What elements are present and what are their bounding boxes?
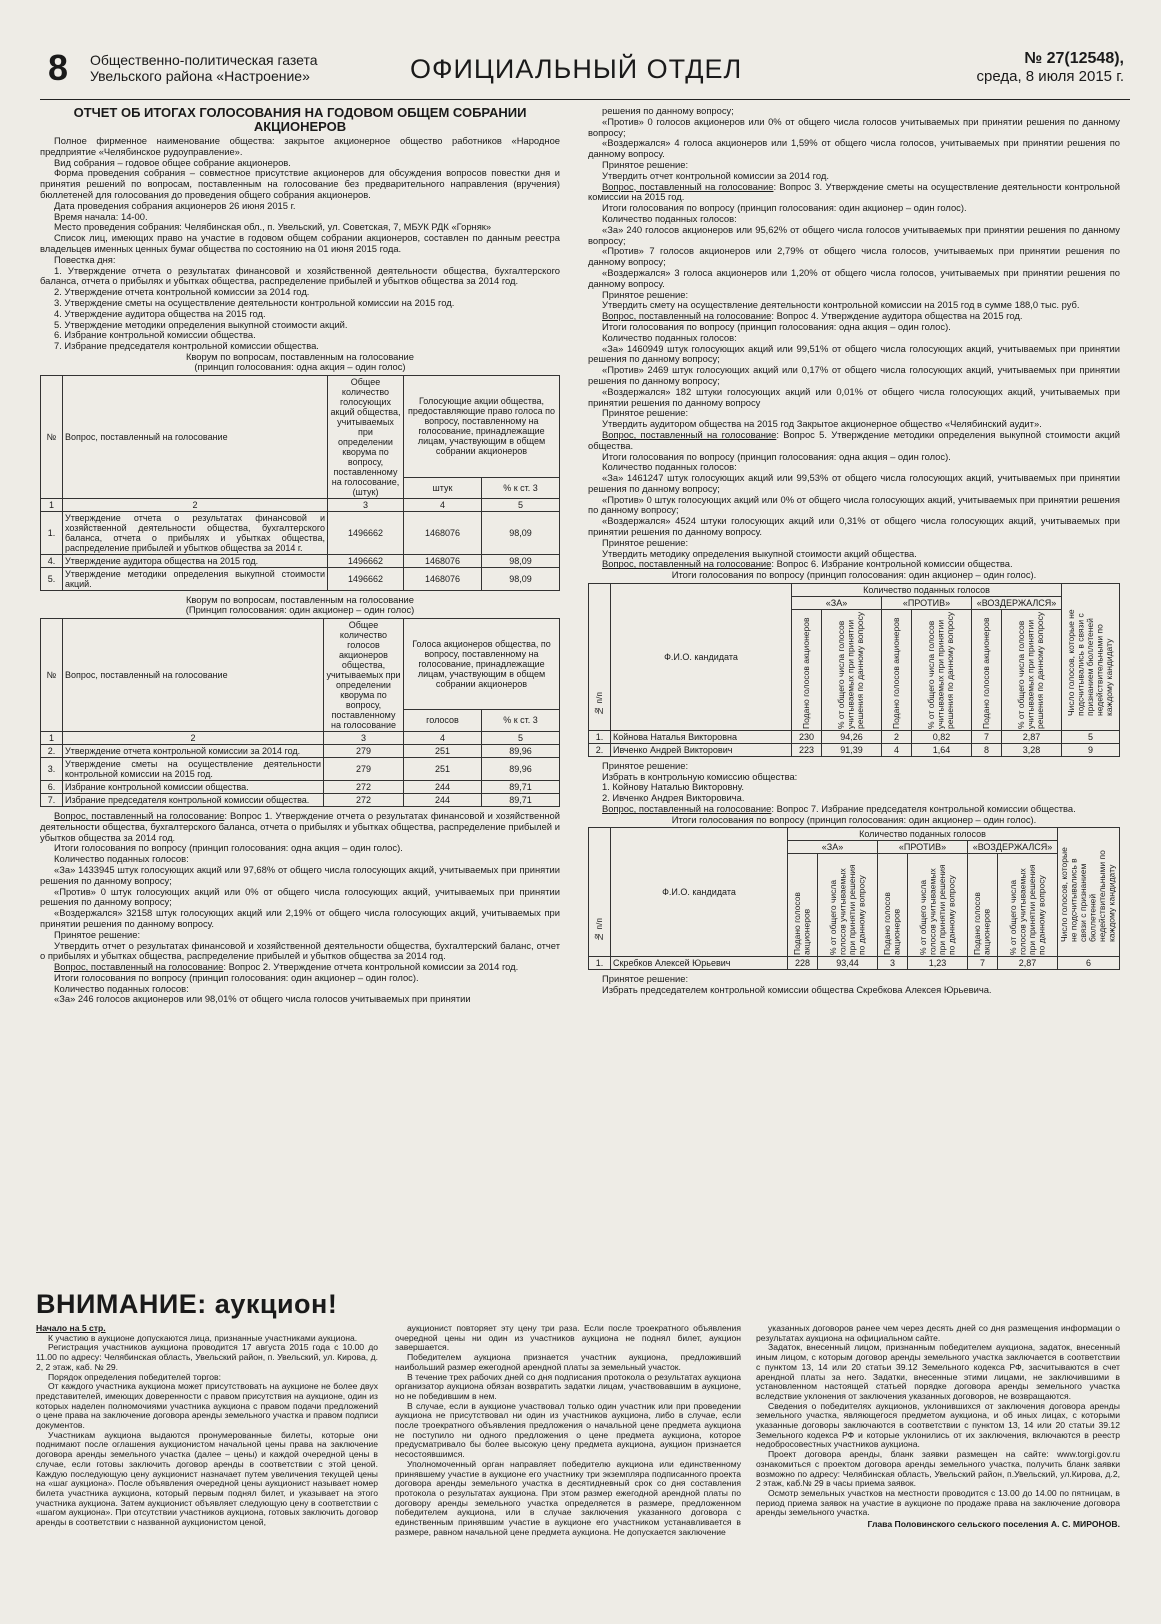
col-header-pct — [822, 609, 882, 730]
row-percent: 98,09 — [482, 554, 560, 567]
row-percent: 89,96 — [482, 744, 560, 757]
auction-column-3 — [756, 1324, 1120, 1614]
result-line: Количество поданных голосов: — [54, 982, 189, 994]
row-count: 1468076 — [404, 567, 482, 590]
col-header-votes-text: Подано голосов акционеров — [890, 617, 901, 729]
col-header-total: Общее количество голосов акционеров общества, учитываемых при определении кворума по вопросу, поставленному на голосование — [324, 618, 404, 731]
question-label: Вопрос, поставленный на голосование — [602, 180, 774, 192]
auction-signature: Глава Половинского сельского поселения А. С. МИРОНОВ. — [867, 1519, 1120, 1530]
quorum-table-votes — [40, 618, 560, 807]
row-percent: 98,09 — [482, 511, 560, 554]
question-label: Вопрос, поставленный на голосование — [602, 558, 772, 570]
auction-paragraph: Осмотр земельных участков на местности проводится с 13.00 до 14.00 по пятницам, в период приема заявок на участие в аукционе по продаже права на заключение договора аренды земельного участка. — [756, 1487, 1120, 1518]
result-line: Утвердить методику определения выкупной стоимости акций общества. — [602, 547, 917, 559]
col-header-question: Вопрос, поставленный на голосование — [63, 618, 324, 731]
col-header-excluded-text: Число голосов, которые не подсчитывались в связи с признанием бюллетеней недействительными по каждому кандидату — [1059, 847, 1117, 943]
pct-abstain: 3,28 — [1002, 743, 1062, 756]
col-header-no: № — [41, 618, 63, 731]
col-header-candidate: Ф.И.О. кандидата — [611, 583, 792, 730]
question-1-block — [40, 811, 560, 962]
col-header-percent: % к ст. 3 — [482, 709, 560, 731]
decision-line: Избрать в контрольную комиссию общества: — [602, 770, 798, 782]
agenda-item: 7. Избрание председателя контрольной комиссии общества. — [54, 340, 319, 352]
question-label: Вопрос, поставленный на голосование — [54, 809, 225, 821]
row-number: 1. — [41, 511, 63, 554]
issue-number: № 27(12548), — [1024, 50, 1124, 67]
col-header-no — [589, 828, 611, 957]
table-row — [41, 780, 560, 793]
row-total: 272 — [324, 793, 404, 806]
col-header-votes-count: Количество поданных голосов — [788, 828, 1058, 841]
decision-line: Принятое решение: — [602, 973, 689, 985]
votes-abstain: 7 — [972, 730, 1002, 743]
votes-for: 223 — [792, 743, 822, 756]
result-line: «Против» 7 голосов акционеров или 2,79% от общего числа голосов, учитываемых при принятии решения по данному вопросу; — [588, 245, 1120, 268]
row-number: 3. — [41, 757, 63, 780]
row-question: Утверждение отчета о результатах финансовой и хозяйственной деятельности общества, бухгалтерского баланса, отчета о прибылях и убытках общества, распределение прибылей и убытков общества за 2014 г. — [63, 511, 328, 554]
auction-col2-text — [395, 1324, 741, 1537]
row-percent: 89,71 — [482, 780, 560, 793]
col-header-excluded-text: Число голосов, которые не подсчитывались в связи с признанием бюллетеней недействительными по каждому кандидату — [1065, 609, 1114, 716]
col-header-votes — [878, 854, 908, 957]
question-label: Вопрос, поставленный на голосование — [602, 802, 772, 814]
col-header-no: № — [41, 375, 63, 498]
row-number: 2. — [41, 744, 63, 757]
quorum-table-shares-body — [41, 511, 560, 590]
table-row — [589, 743, 1120, 756]
table-row — [41, 744, 560, 757]
col-header-votes-text: Подано голосов акционеров — [972, 892, 992, 956]
intro-paragraph: Вид собрания – годовое общее собрание акционеров. — [54, 156, 291, 168]
col-header-count: голосов — [404, 709, 482, 731]
result-line: Утвердить аудитором общества на 2015 год Закрытое акционерное общество «Челябинский аудит». — [602, 418, 1042, 430]
report-title: ОТЧЕТ ОБ ИТОГАХ ГОЛОСОВАНИЯ НА ГОДОВОМ ОБЩЕМ СОБРАНИИ АКЦИОНЕРОВ — [73, 106, 527, 134]
votes-against: 2 — [882, 730, 912, 743]
auction-column-2 — [395, 1324, 741, 1614]
row-count: 1468076 — [404, 554, 482, 567]
votes-excluded: 5 — [1062, 730, 1120, 743]
header-row — [589, 828, 1120, 841]
pct-for: 93,44 — [818, 957, 878, 970]
column-number: 5 — [482, 731, 560, 744]
question-7-results-caption: Итоги голосования по вопросу (принцип голосования: один акционер – один голос). — [671, 813, 1037, 825]
candidate-name: Скребков Алексей Юрьевич — [611, 957, 788, 970]
result-line: Количество поданных голосов: — [602, 212, 737, 224]
table2-subcaption: (Принцип голосования: один акционер – один голос) — [185, 604, 415, 616]
newspaper-name: Общественно-политическая газета Увельского района «Настроение» — [90, 52, 318, 84]
pct-for: 94,26 — [822, 730, 882, 743]
result-line: Количество поданных голосов: — [54, 853, 189, 865]
table-row — [41, 793, 560, 806]
intro-paragraph: Время начала: 14-00. — [54, 210, 148, 222]
row-count: 244 — [404, 793, 482, 806]
auction-col3-text — [756, 1324, 1120, 1518]
column-numbers-row — [41, 731, 560, 744]
auction-paragraph: Участникам аукциона выдаются пронумерованные билеты, которые они поднимают после оглашения аукционистом начальной цены права на заключение договора аренды земельного участка (далее – цены) и каждой очередной цены в случае, если готовы заключить договор аренды в соответствии с этой ценой. Каждую последующую цену аукционист назначает путем увеличения текущей цены на «шаг аукциона». После объявления очередной цены аукционист называет номер билета участника аукциона, который первым поднял билет, и указывает на этого участника аукциона. Затем аукционист объявляет следующую цену в соответствии с «шагом аукциона». При отсутствии участников аукциона, готовых заключить договор аренды в соответствии с названной аукционистом ценой, — [36, 1429, 378, 1528]
col-header-pct-text: % от общего числа голосов учитываемых при принятии решения по данному вопросу — [836, 611, 866, 729]
pct-against: 0,82 — [912, 730, 972, 743]
votes-against: 3 — [878, 957, 908, 970]
row-percent: 98,09 — [482, 567, 560, 590]
result-line: Утвердить отчет контрольной комиссии за 2014 год. — [602, 169, 829, 181]
intro-paragraph: Место проведения собрания: Челябинская обл., п. Увельский, ул. Советская, 7, МБУК РДК «Горняк» — [54, 221, 492, 233]
votes-for: 230 — [792, 730, 822, 743]
col-header-votes-text: Подано голосов акционеров — [882, 892, 902, 956]
result-line: «Воздержался» 3 голоса акционеров или 1,20% от общего числа голосов, учитываемых при принятии решения по данному вопросу. — [588, 266, 1120, 289]
table-row — [41, 567, 560, 590]
auction-column-1 — [36, 1324, 378, 1614]
col-header-for: «ЗА» — [792, 596, 882, 609]
auction-col1-text — [36, 1334, 378, 1528]
row-number: 1. — [589, 957, 611, 970]
col-header-pct-text: % от общего числа голосов учитываемых при принятии решения по данному вопросу — [1007, 864, 1046, 956]
result-line: «Против» 0 штук голосующих акций или 0% от общего числа голосующих акций, учитываемых при принятии решения по данному вопросу; — [588, 493, 1120, 516]
decision-line: 1. Койнову Наталью Викторовну. — [602, 781, 745, 793]
auction-paragraph: Порядок определения победителей торгов: — [48, 1371, 221, 1382]
row-total: 279 — [324, 757, 404, 780]
col-header-percent: % к ст. 3 — [482, 477, 560, 498]
result-line: «Против» 0 штук голосующих акций или 0% от общего числа голосующих акций, учитываемых при принятии решения по данному вопросу; — [40, 885, 560, 908]
row-percent: 89,96 — [482, 757, 560, 780]
result-line: Количество поданных голосов: — [602, 331, 737, 343]
col-header-votes — [882, 609, 912, 730]
intro-paragraph: Список лиц, имеющих право на участие в годовом общем собрании акционеров, составлен по данным реестра владельцев именных ценных бумаг общества по состоянию на 01 июня 2015 года. — [40, 232, 560, 254]
row-number: 4. — [41, 554, 63, 567]
question-7-decision — [588, 974, 1120, 996]
col-header-pct — [912, 609, 972, 730]
question-text: : Вопрос 3. Утверждение сметы на осуществление деятельности контрольной комиссии на 2015 год. — [588, 180, 1120, 203]
col-header-pct — [818, 854, 878, 957]
result-line: Утвердить отчет о результатах финансовой и хозяйственной деятельности общества, бухгалтерский баланс, отчет о прибылях и убытках общества, распределение прибылей и убытков общества за 2014 год. — [40, 939, 560, 962]
votes-against: 4 — [882, 743, 912, 756]
row-total: 1496662 — [328, 567, 404, 590]
row-question: Утверждение аудитора общества на 2015 год. — [63, 554, 328, 567]
intro-paragraph: Полное фирменное наименование общества: закрытое акционерное общество работников «Народное предприятие «Челябинское рудоуправление». — [40, 135, 560, 157]
issue-date: среда, 8 июля 2015 г. — [976, 68, 1124, 85]
question-label: Вопрос, поставленный на голосование — [602, 310, 772, 322]
col-header-count: штук — [404, 477, 482, 498]
col-header-participating: Голоса акционеров общества, по вопросу, поставленному на голосование, принадлежащие лицам, участвующим в общем собрании акционеров — [404, 618, 560, 709]
col-header-votes-count: Количество поданных голосов — [792, 583, 1062, 596]
table-row — [41, 757, 560, 780]
result-line: Количество поданных голосов: — [602, 461, 737, 473]
result-line: Итоги голосования по вопросу (принцип голосования: одна акция – один голос). — [602, 450, 951, 462]
column-number: 1 — [41, 498, 63, 511]
col-header-no — [589, 583, 611, 730]
auction-paragraph: Сведения о победителях аукционов, уклонившихся от заключения договора аренды земельного участка, являющегося предметом аукциона, и об иных лицах, с которыми указанные договоры заключаются в соответствии с пунктом 13, 14 или 20 статьи 39.12 Земельного кодекса РФ и которые уклонились от их заключения, включаются в реестр недобросовестных участников аукциона. — [756, 1400, 1120, 1450]
question-text: : Вопрос 6. Избрание контрольной комиссии общества. — [771, 558, 1013, 570]
question-5-block — [588, 430, 1120, 560]
result-line: Итоги голосования по вопросу (принцип голосования: одна акция – один голос). — [602, 320, 951, 332]
auction-banner: ВНИМАНИЕ: аукцион! — [36, 1289, 338, 1319]
col-header-abstain: «ВОЗДЕРЖАЛСЯ» — [968, 841, 1058, 854]
result-line: Итоги голосования по вопросу (принцип голосования: один акционер – один голос). — [602, 202, 967, 214]
row-question: Избрание контрольной комиссии общества. — [63, 780, 324, 793]
header-row — [589, 583, 1120, 596]
result-line: Принятое решение: — [602, 288, 689, 300]
agenda-item: 2. Утверждение отчета контрольной комиссии за 2014 год. — [54, 286, 310, 298]
question-heading — [40, 811, 560, 843]
auction-paragraph: Уполномоченный орган направляет победителю аукциона или единственному принявшему участие в аукционе его участнику три экземпляра подписанного проекта договора аренды земельного участка в десятидневный срок со дня составления протокола о результатах аукциона. При этом размер ежегодной арендной платы по договору аренды земельного участка определяется в размере, предложенном победителем аукциона, или в случае заключения указанного договора с единственным принявшим участие в аукционе его участником устанавливается в размере, равном начальной цене предмета аукциона. Не допускается заключение — [395, 1458, 741, 1537]
col-header-candidate: Ф.И.О. кандидата — [611, 828, 788, 957]
row-total: 1496662 — [328, 511, 404, 554]
col-header-pct-text: % от общего числа голосов учитываемых при принятии решения по данному вопросу — [827, 864, 866, 956]
row-count: 1468076 — [404, 511, 482, 554]
result-line: «За» 1433945 штук голосующих акций или 97,68% от общего числа голосующих акций, учитываемых при принятии решения по данному вопросу; — [40, 863, 560, 886]
col-header-against: «ПРОТИВ» — [882, 596, 972, 609]
agenda-item: 1. Утверждение отчета о результатах финансовой и хозяйственной деятельности общества, бухгалтерского баланса, отчета о прибылях и убытках общества, распределение прибылей и убытков общества за 2014 год. — [40, 264, 560, 287]
auction-paragraph: К участию в аукционе допускаются лица, признанные участниками аукциона. — [48, 1332, 358, 1343]
auction-paragraph: Регистрация участников аукциона проводится 17 августа 2015 года с 10.00 до 11.00 по адресу: Челябинская область, Увельский район, п. Увельский, ул. Кирова, д. 2, 2 этаж, каб. № 29. — [36, 1342, 378, 1372]
col-header-no-text: № п/п — [593, 918, 604, 943]
votes-for: 228 — [788, 957, 818, 970]
section-title: ОФИЦИАЛЬНЫЙ ОТДЕЛ — [410, 54, 743, 84]
page-number: 8 — [48, 47, 69, 88]
table-row — [41, 554, 560, 567]
column-number: 4 — [404, 498, 482, 511]
col-header-excluded — [1058, 828, 1120, 957]
decision-line: 2. Ивченко Андрея Викторовича. — [602, 792, 745, 804]
row-number: 7. — [41, 793, 63, 806]
votes-abstain: 8 — [972, 743, 1002, 756]
decision-line: Принятое решение: — [602, 759, 689, 771]
row-question: Утверждение отчета контрольной комиссии за 2014 год. — [63, 744, 324, 757]
row-total: 1496662 — [328, 554, 404, 567]
table1-subcaption: (принцип голосования: одна акция – один голос) — [194, 361, 406, 373]
pct-against: 1,23 — [908, 957, 968, 970]
result-line: Принятое решение: — [602, 407, 689, 419]
question-2-continuation — [588, 106, 1120, 182]
question-heading — [588, 430, 1120, 452]
auction-paragraph: В случае, если в аукционе участвовал только один участник или при проведении аукциона не присутствовал ни один из участников аукциона, либо в случае, если после троекратного объявления предложения о начальной цене предмета аукциона не поступило ни одного предложения о цене предмета аукциона, которое предусматривало бы более высокую цену предмета аукциона, аукцион признается несостоявшимся. — [395, 1400, 741, 1460]
table-row — [41, 511, 560, 554]
question-4-block — [588, 311, 1120, 430]
row-question: Избрание председателя контрольной комиссии общества. — [63, 793, 324, 806]
col-header-pct — [998, 854, 1058, 957]
table-row — [589, 957, 1120, 970]
question-text: : Вопрос 1. Утверждение отчета о результатах финансовой и хозяйственной деятельности общества, бухгалтерского баланса, отчета о прибылях и убытках общества, распределение прибылей и убытков общества за 2014 год. — [40, 809, 560, 843]
agenda-item: 3. Утверждение сметы на осуществление деятельности контрольной комиссии на 2015 год. — [54, 296, 455, 308]
candidates-table-commission — [588, 583, 1120, 757]
row-total: 272 — [324, 780, 404, 793]
column-number: 4 — [404, 731, 482, 744]
table-row — [589, 730, 1120, 743]
result-line: решения по данному вопросу; — [602, 106, 734, 116]
result-line: «Воздержался» 32158 штук голосующих акций или 2,19% от общего числа голосующих акций, учитываемых при принятии решения по данному вопросу. — [40, 907, 560, 929]
question-label: Вопрос, поставленный на голосование — [602, 428, 777, 440]
auction-paragraph: В течение трех рабочих дней со дня подписания протокола о результатах аукциона организатор аукциона обязан возвратить задатки лицам, участвовавшим в аукционе, но не победившим в нем. — [395, 1371, 741, 1401]
result-line: «За» 240 голосов акционеров или 95,62% от общего числа голосов учитываемых при принятии решения по данному вопросу; — [588, 223, 1120, 246]
decision-line: Избрать председателем контрольной комиссии общества Скребкова Алексея Юрьевича. — [602, 984, 992, 996]
col-header-participating: Голосующие акции общества, предоставляющие право голоса по вопросу, поставленному на голосование, принадлежащие лицам, участвующим в общем собрании акционеров — [404, 375, 560, 477]
result-line: Принятое решение: — [602, 536, 689, 548]
col-header-votes-text: Подано голосов акционеров — [800, 617, 811, 729]
question-text: : Вопрос 2. Утверждение отчета контрольной комиссии за 2014 год. — [223, 961, 519, 973]
column-numbers-row — [41, 498, 560, 511]
col-header-pct — [1002, 609, 1062, 730]
candidates-table-chairman — [588, 827, 1120, 970]
col-header-total: Общее количество голосующих акций общества, учитываемых при определении кворума по вопросу, поставленному на голосование, (штук) — [328, 375, 404, 498]
column-number: 3 — [328, 498, 404, 511]
col-header-no-text: № п/п — [593, 691, 604, 716]
col-header-pct-text: % от общего числа голосов учитываемых при принятии решения по данному вопросу — [917, 864, 956, 956]
col-header-votes — [972, 609, 1002, 730]
auction-paragraph: Проект договора аренды, бланк заявки размещен на сайте: www.torgi.gov.ru ознакомиться с проектом договора аренды земельного участка, получить бланк заявки возможно по адресу: Челябинская область, Увельский район, п.Увельский, ул.Кирова, д.2, 2 этаж, каб.№ 29 в часы приема заявок. — [756, 1449, 1120, 1489]
result-line: Итоги голосования по вопросу (принцип голосования: один акционер – один голос). — [54, 971, 419, 983]
col-header-pct — [908, 854, 968, 957]
row-count: 251 — [404, 757, 482, 780]
intro-paragraph: Форма проведения собрания – совместное присутствие акционеров для обсуждения вопросов повестки дня и принятия решений по вопросам, поставленным на голосование без предварительного направления (вручения) бюллетеней для голосования до проведения общего собрания акционеров. — [40, 167, 560, 200]
row-question: Утверждение сметы на осуществление деятельности контрольной комиссии на 2015 год. — [63, 757, 324, 780]
result-line: «Воздержался» 4524 штуки голосующих акций или 0,31% от общего числа голосующих акций, учитываемых при принятии решения по данному вопросу. — [588, 515, 1120, 538]
result-line: «Воздержался» 182 штуки голосующих акций или 0,01% от общего числа голосующих акций, учитываемых при принятии решения по данному вопросу — [588, 385, 1120, 408]
agenda-item: 4. Утверждение аудитора общества на 2015 год. — [54, 307, 266, 319]
row-total: 279 — [324, 744, 404, 757]
column-number: 1 — [41, 731, 63, 744]
candidate-name: Койнова Наталья Викторовна — [611, 730, 792, 743]
result-line: «За» 1460949 штук голосующих акций или 99,51% от общего числа голосующих акций, учитываемых при принятии решения по данному вопросу; — [588, 342, 1120, 365]
col-header-for: «ЗА» — [788, 841, 878, 854]
col-header-excluded — [1062, 583, 1120, 730]
quorum-table-shares — [40, 375, 560, 591]
column-number: 2 — [63, 498, 328, 511]
result-line: Принятое решение: — [602, 158, 689, 170]
row-number: 1. — [589, 730, 611, 743]
agenda-list — [40, 266, 560, 352]
report-intro — [40, 136, 560, 266]
intro-paragraph: Дата проведения собрания акционеров 26 июня 2015 г. — [54, 199, 296, 211]
auction-paragraph: Задаток, внесенный лицом, признанным победителем аукциона, задаток, внесенный иным лицом, с которым договор аренды земельного участка заключается в соответствии с пунктом 13, 14 или 20 статьи 39.12 Земельного кодекса РФ, засчитываются в счет арендной платы за него. Задатки, внесенные этими лицами, не заключившими в установленном настоящей статьей порядке договора аренды земельного участка вследствие уклонения от заключения указанных договоров, не возвращаются. — [756, 1342, 1120, 1401]
result-line: «Против» 2469 штук голосующих акций или 0,17% от общего числа голосующих акций, учитываемых при принятии решения по данному вопросу; — [588, 364, 1120, 386]
pct-abstain: 2,87 — [1002, 730, 1062, 743]
auction-paragraph: указанных договоров ранее чем через десять дней со дня размещения информации о результатах аукциона на официальном сайте. — [756, 1324, 1120, 1343]
question-heading — [588, 182, 1120, 204]
col-header-votes-text: Подано голосов акционеров — [792, 892, 812, 956]
agenda-item: 6. Избрание контрольной комиссии общества. — [54, 329, 256, 341]
col-header-abstain: «ВОЗДЕРЖАЛСЯ» — [972, 596, 1062, 609]
result-line: «За» 1461247 штук голосующих акций или 99,53% от общего числа голосующих акций, учитываемых при принятии решения по данному вопросу; — [588, 472, 1120, 494]
col-header-votes — [792, 609, 822, 730]
auction-paragraph: От каждого участника аукциона может присутствовать на аукционе не более двух представителей, имеющих доверенности с правом присутствия на аукционе, один из которых наделен полномочиями участника аукциона с правом подачи предложений о цене права на заключение договора аренды земельного участка и правом подписи документов. — [36, 1381, 378, 1431]
col-header-question: Вопрос, поставленный на голосование — [63, 375, 328, 498]
table1-caption: Кворум по вопросам, поставленным на голосование — [185, 350, 415, 362]
intro-paragraph: Повестка дня: — [54, 253, 116, 265]
col-header-votes — [788, 854, 818, 957]
auction-paragraph: Победителем аукциона признается участник аукциона, предложивший наибольший размер ежегодной арендной платы за земельный участок. — [395, 1352, 741, 1372]
question-2-block — [40, 962, 560, 1005]
result-line: «Против» 0 голосов акционеров или 0% от общего числа голосов учитываемых при принятии решения по данному вопросу; — [588, 115, 1120, 138]
row-number: 2. — [589, 743, 611, 756]
quorum-table-votes-body — [41, 744, 560, 806]
question-3-block — [588, 182, 1120, 312]
auction-continued-from: Начало на 5 стр. — [36, 1324, 106, 1333]
row-count: 244 — [404, 780, 482, 793]
question-6-decision — [588, 761, 1120, 804]
result-line: Итоги голосования по вопросу (принцип голосования: одна акция – один голос). — [54, 842, 403, 854]
masthead — [40, 47, 1130, 100]
col-header-pct-text: % от общего числа голосов учитываемых при принятии решения по данному вопросу — [926, 611, 956, 729]
column-number: 2 — [63, 731, 324, 744]
votes-excluded: 6 — [1058, 957, 1120, 970]
pct-for: 91,39 — [822, 743, 882, 756]
report-left-column — [40, 106, 560, 1276]
col-header-votes-text: Подано голосов акционеров — [980, 617, 991, 729]
question-label: Вопрос, поставленный на голосование — [54, 961, 224, 973]
auction-paragraph: аукционист повторяет эту цену три раза. Если после троекратного объявления очередной цены ни один из участников аукциона не поднял билет, аукцион завершается. — [395, 1324, 741, 1353]
table2-caption: Кворум по вопросам, поставленным на голосование — [185, 593, 415, 605]
col-header-against: «ПРОТИВ» — [878, 841, 968, 854]
col-header-pct-text: % от общего числа голосов учитываемых при принятии решения по данному вопросу — [1016, 611, 1046, 729]
votes-excluded: 9 — [1062, 743, 1120, 756]
row-question: Утверждение методики определения выкупной стоимости акций. — [63, 567, 328, 590]
result-line: «За» 246 голосов акционеров или 98,01% от общего числа голосов учитываемых при принятии — [54, 993, 471, 1005]
column-number: 3 — [324, 731, 404, 744]
issue-info — [977, 50, 1124, 86]
report-right-column — [588, 106, 1120, 1276]
agenda-item: 5. Утверждение методики определения выкупной стоимости акций. — [54, 318, 348, 330]
result-line: Утвердить смету на осуществление деятельности контрольной комиссии на 2015 год в сумме 188,0 тыс. руб. — [602, 299, 1080, 311]
question-text: : Вопрос 4. Утверждение аудитора общества на 2015 год. — [771, 310, 1023, 322]
question-6-results-caption: Итоги голосования по вопросу (принцип голосования: один акционер – один голос). — [671, 569, 1037, 581]
result-line: Принятое решение: — [54, 928, 141, 940]
row-percent: 89,71 — [482, 793, 560, 806]
row-count: 251 — [404, 744, 482, 757]
pct-against: 1,64 — [912, 743, 972, 756]
question-text: : Вопрос 5. Утверждение методики определения выкупной стоимости акций общества. — [588, 428, 1120, 451]
result-line: «Воздержался» 4 голоса акционеров или 1,59% от общего числа голосов, учитываемых при принятии решения по данному вопросу. — [588, 137, 1120, 160]
row-number: 5. — [41, 567, 63, 590]
pct-abstain: 2,87 — [998, 957, 1058, 970]
column-number: 5 — [482, 498, 560, 511]
candidate-name: Ивченко Андрей Викторович — [611, 743, 792, 756]
question-text: : Вопрос 7. Избрание председателя контрольной комиссии общества. — [771, 802, 1076, 814]
row-number: 6. — [41, 780, 63, 793]
col-header-votes — [968, 854, 998, 957]
votes-abstain: 7 — [968, 957, 998, 970]
